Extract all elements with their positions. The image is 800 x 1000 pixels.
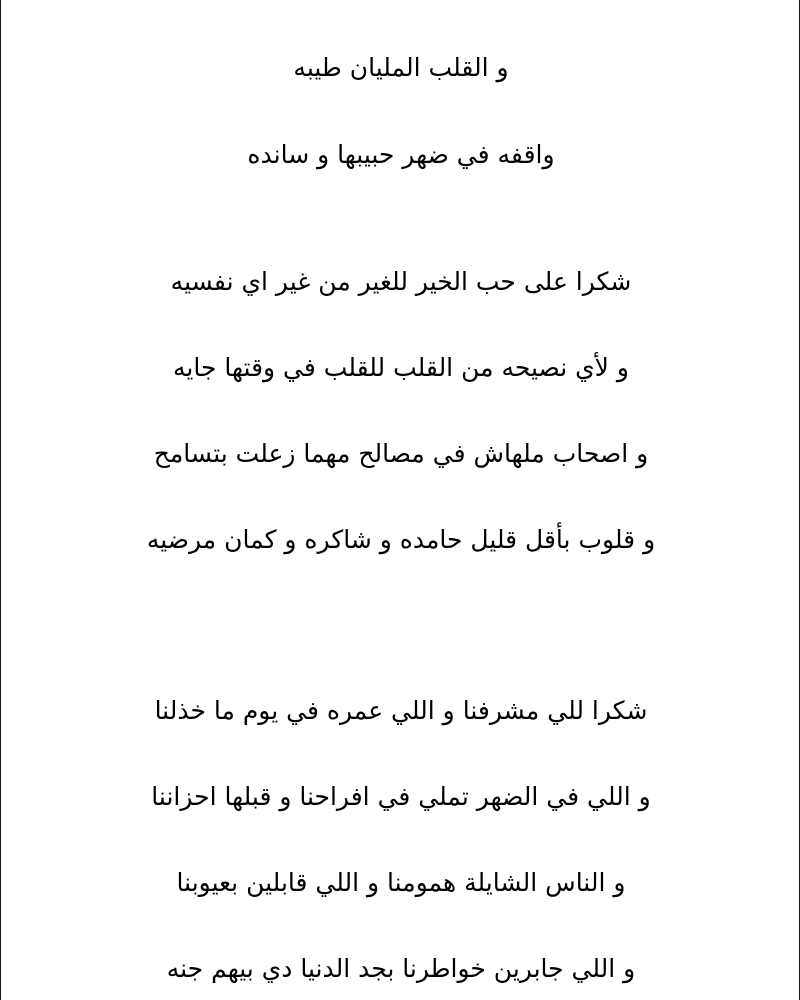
poem-line: شكرا للي مشرفنا و اللي عمره في يوم ما خذلنا [154, 696, 648, 725]
poem-line: و قلوب بأقل قليل حامده و شاكره و كمان مرضيه [146, 525, 656, 554]
poem-line: شكرا على حب الخير للغير من غير اي نفسيه [170, 267, 632, 296]
poem-line: و اللي جابرين خواطرنا بجد الدنيا دي بيهم جنه [166, 954, 636, 983]
poem-line: و الناس الشايلة همومنا و اللي قابلين بعيوبنا [176, 868, 626, 897]
poem-line: و القلب المليان طيبه [293, 53, 509, 82]
poem-line: واقفه في ضهر حبيبها و سانده [247, 140, 555, 169]
poem-line: و لأي نصيحه من القلب للقلب في وقتها جايه [173, 353, 629, 382]
poem-line: و اصحاب ملهاش في مصالح مهما زعلت بتسامح [153, 439, 649, 468]
poem-line: و اللي في الضهر تملي في افراحنا و قبلها احزاننا [151, 782, 651, 811]
